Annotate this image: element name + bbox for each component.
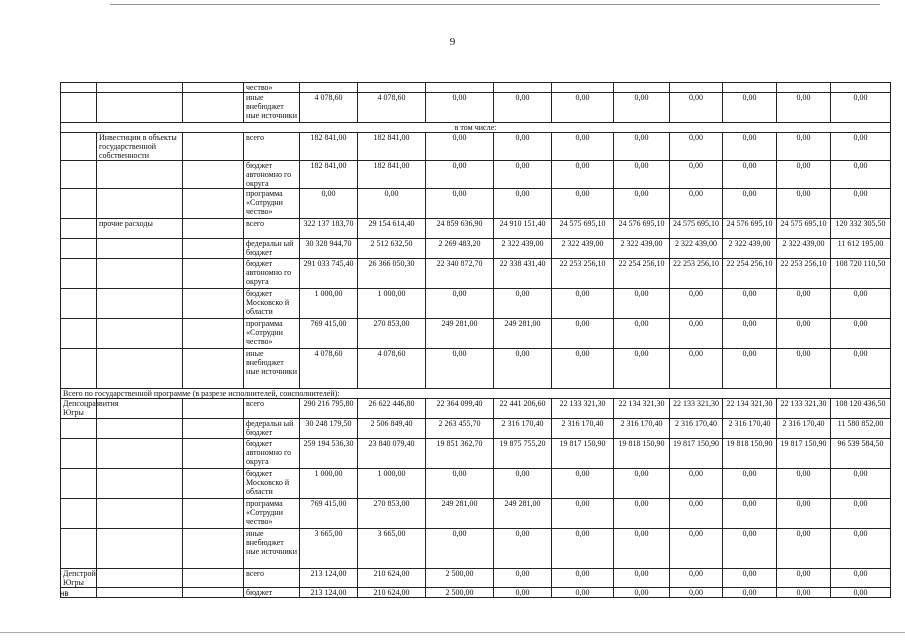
- label-cell: [61, 83, 97, 93]
- value-cell: 22 364 099,40: [426, 399, 494, 419]
- label-cell: [183, 588, 244, 598]
- value-cell: 0,00: [831, 349, 891, 389]
- value-cell: 22 340 872,70: [426, 259, 494, 289]
- value-cell: 2 500,00: [426, 588, 494, 598]
- value-cell: 0,00: [614, 349, 670, 389]
- value-cell: [670, 83, 723, 93]
- value-cell: 0,00: [614, 469, 670, 499]
- value-cell: 0,00: [552, 349, 614, 389]
- label-cell: [183, 93, 244, 123]
- budget-table-wrapper: [60, 82, 886, 598]
- value-cell: 22 254 256,10: [614, 259, 670, 289]
- value-cell: 0,00: [614, 529, 670, 569]
- label-cell: [61, 289, 97, 319]
- table-row: [61, 469, 891, 499]
- label-cell: бюджет: [244, 588, 300, 598]
- value-cell: 210 624,00: [358, 569, 426, 588]
- value-cell: [494, 83, 552, 93]
- label-cell: [61, 161, 97, 189]
- label-cell: [183, 133, 244, 161]
- value-cell: 0,00: [614, 161, 670, 189]
- value-cell: 182 841,00: [300, 133, 358, 161]
- table-row: [61, 83, 891, 93]
- value-cell: [831, 83, 891, 93]
- label-cell: [183, 439, 244, 469]
- value-cell: 22 253 256,10: [552, 259, 614, 289]
- value-cell: 0,00: [358, 189, 426, 219]
- table-row: [61, 439, 891, 469]
- label-cell: всего: [244, 219, 300, 239]
- value-cell: 4 078,60: [358, 93, 426, 123]
- value-cell: 0,00: [494, 529, 552, 569]
- label-cell: иные внебюджет ные источники: [244, 93, 300, 123]
- value-cell: 19 817 150,90: [670, 439, 723, 469]
- label-cell: [97, 189, 183, 219]
- table-row: [61, 499, 891, 529]
- label-cell: Депстрой Югры: [61, 569, 97, 588]
- value-cell: 22 254 256,10: [723, 259, 777, 289]
- value-cell: 0,00: [614, 93, 670, 123]
- value-cell: 0,00: [723, 588, 777, 598]
- value-cell: 22 253 256,10: [777, 259, 831, 289]
- label-cell: [183, 499, 244, 529]
- value-cell: 4 078,60: [300, 349, 358, 389]
- value-cell: 0,00: [777, 349, 831, 389]
- label-cell: программа «Сотрудни чество»: [244, 499, 300, 529]
- summary-caption: Всего по государственной программе (в разрезе исполнителей, соисполнителей):: [61, 389, 891, 399]
- value-cell: 0,00: [723, 569, 777, 588]
- table-row: [61, 289, 891, 319]
- label-cell: [183, 83, 244, 93]
- label-cell: [61, 259, 97, 289]
- value-cell: 0,00: [552, 469, 614, 499]
- label-cell: [97, 588, 183, 598]
- value-cell: 2 322 439,00: [670, 239, 723, 259]
- value-cell: 19 817 150,90: [777, 439, 831, 469]
- value-cell: 0,00: [670, 569, 723, 588]
- value-cell: [777, 83, 831, 93]
- value-cell: 0,00: [831, 133, 891, 161]
- label-cell: [61, 189, 97, 219]
- value-cell: 22 253 256,10: [670, 259, 723, 289]
- value-cell: 0,00: [723, 349, 777, 389]
- value-cell: 0,00: [614, 569, 670, 588]
- label-cell: [183, 319, 244, 349]
- value-cell: 769 415,00: [300, 499, 358, 529]
- value-cell: 0,00: [670, 133, 723, 161]
- value-cell: 30 248 179,50: [300, 419, 358, 439]
- table-row: [61, 219, 891, 239]
- value-cell: 3 665,00: [300, 529, 358, 569]
- value-cell: 0,00: [426, 189, 494, 219]
- value-cell: 0,00: [670, 469, 723, 499]
- label-cell: Депсоцразвития Югры: [61, 399, 97, 419]
- label-cell: [97, 349, 183, 389]
- value-cell: 19 851 362,70: [426, 439, 494, 469]
- value-cell: 22 338 431,40: [494, 259, 552, 289]
- value-cell: 1 000,00: [358, 469, 426, 499]
- value-cell: 3 665,00: [358, 529, 426, 569]
- value-cell: 96 539 584,50: [831, 439, 891, 469]
- value-cell: [358, 83, 426, 93]
- value-cell: 24 575 695,10: [552, 219, 614, 239]
- value-cell: 0,00: [494, 289, 552, 319]
- value-cell: 19 875 755,20: [494, 439, 552, 469]
- label-cell: [97, 499, 183, 529]
- value-cell: 11 580 852,00: [831, 419, 891, 439]
- value-cell: [552, 83, 614, 93]
- value-cell: 0,00: [494, 161, 552, 189]
- table-row: [61, 529, 891, 569]
- value-cell: 259 194 536,30: [300, 439, 358, 469]
- value-cell: 0,00: [426, 349, 494, 389]
- scan-edge-top: [110, 4, 880, 5]
- value-cell: 108 720 110,50: [831, 259, 891, 289]
- value-cell: 182 841,00: [358, 161, 426, 189]
- value-cell: 0,00: [777, 189, 831, 219]
- value-cell: [426, 83, 494, 93]
- value-cell: 0,00: [670, 289, 723, 319]
- label-cell: всего: [244, 133, 300, 161]
- value-cell: 0,00: [831, 588, 891, 598]
- value-cell: 0,00: [777, 569, 831, 588]
- label-cell: [97, 439, 183, 469]
- label-cell: [183, 469, 244, 499]
- label-cell: Инвестиции в объекты государственной собственности: [97, 133, 183, 161]
- value-cell: 291 033 745,40: [300, 259, 358, 289]
- value-cell: 1 000,00: [300, 289, 358, 319]
- value-cell: 0,00: [831, 319, 891, 349]
- value-cell: 249 281,00: [494, 499, 552, 529]
- value-cell: 0,00: [777, 588, 831, 598]
- value-cell: 0,00: [552, 93, 614, 123]
- value-cell: 322 137 183,70: [300, 219, 358, 239]
- label-cell: [61, 499, 97, 529]
- value-cell: 2 316 170,40: [494, 419, 552, 439]
- table-row: [61, 319, 891, 349]
- label-cell: чество»: [244, 83, 300, 93]
- value-cell: 0,00: [777, 289, 831, 319]
- value-cell: 30 328 944,70: [300, 239, 358, 259]
- value-cell: 2 316 170,40: [614, 419, 670, 439]
- scan-edge-bottom: [0, 632, 905, 633]
- value-cell: 0,00: [426, 93, 494, 123]
- label-cell: [97, 259, 183, 289]
- value-cell: 0,00: [614, 189, 670, 219]
- budget-table-body: [61, 83, 891, 598]
- value-cell: 213 124,00: [300, 588, 358, 598]
- value-cell: 2 316 170,40: [777, 419, 831, 439]
- value-cell: 0,00: [723, 289, 777, 319]
- label-cell: [183, 289, 244, 319]
- value-cell: 0,00: [723, 93, 777, 123]
- value-cell: 2 512 632,50: [358, 239, 426, 259]
- value-cell: 0,00: [670, 189, 723, 219]
- value-cell: 0,00: [494, 588, 552, 598]
- label-cell: [97, 419, 183, 439]
- label-cell: прочие расходы: [97, 219, 183, 239]
- label-cell: [97, 83, 183, 93]
- label-cell: бюджет Московско й области: [244, 469, 300, 499]
- value-cell: 0,00: [777, 133, 831, 161]
- value-cell: 0,00: [831, 161, 891, 189]
- table-row: [61, 349, 891, 389]
- value-cell: 0,00: [614, 319, 670, 349]
- value-cell: 0,00: [723, 133, 777, 161]
- label-cell: [61, 419, 97, 439]
- label-cell: федеральн ый бюджет: [244, 419, 300, 439]
- value-cell: 26 622 446,80: [358, 399, 426, 419]
- value-cell: 2 322 439,00: [777, 239, 831, 259]
- value-cell: 19 818 150,90: [723, 439, 777, 469]
- label-cell: [97, 93, 183, 123]
- table-row: [61, 419, 891, 439]
- label-cell: [97, 569, 183, 588]
- label-cell: [183, 569, 244, 588]
- value-cell: 108 120 436,50: [831, 399, 891, 419]
- value-cell: 0,00: [777, 499, 831, 529]
- value-cell: 19 817 150,90: [552, 439, 614, 469]
- label-cell: [61, 239, 97, 259]
- value-cell: 22 133 321,30: [777, 399, 831, 419]
- label-cell: [183, 259, 244, 289]
- value-cell: 249 281,00: [426, 319, 494, 349]
- table-row: [61, 93, 891, 123]
- value-cell: 249 281,00: [494, 319, 552, 349]
- value-cell: 2 316 170,40: [552, 419, 614, 439]
- value-cell: 0,00: [552, 529, 614, 569]
- value-cell: 11 612 195,00: [831, 239, 891, 259]
- label-cell: всего: [244, 569, 300, 588]
- value-cell: 120 332 305,50: [831, 219, 891, 239]
- value-cell: 0,00: [426, 469, 494, 499]
- value-cell: 0,00: [494, 469, 552, 499]
- value-cell: 2 263 455,70: [426, 419, 494, 439]
- value-cell: 0,00: [552, 189, 614, 219]
- value-cell: 0,00: [831, 289, 891, 319]
- value-cell: 0,00: [670, 93, 723, 123]
- value-cell: 1 000,00: [358, 289, 426, 319]
- value-cell: 2 269 483,20: [426, 239, 494, 259]
- table-row: [61, 123, 891, 133]
- value-cell: 0,00: [723, 189, 777, 219]
- value-cell: 0,00: [494, 569, 552, 588]
- value-cell: 290 216 795,80: [300, 399, 358, 419]
- value-cell: 769 415,00: [300, 319, 358, 349]
- value-cell: 270 853,00: [358, 319, 426, 349]
- table-row: [61, 569, 891, 588]
- label-cell: [61, 219, 97, 239]
- value-cell: 0,00: [552, 133, 614, 161]
- value-cell: 0,00: [723, 161, 777, 189]
- table-row: [61, 588, 891, 598]
- footer-mark: нв: [60, 589, 69, 598]
- value-cell: 0,00: [494, 93, 552, 123]
- value-cell: 0,00: [670, 349, 723, 389]
- label-cell: [183, 161, 244, 189]
- label-cell: иные внебюджет ные источники: [244, 349, 300, 389]
- value-cell: 0,00: [670, 319, 723, 349]
- value-cell: 0,00: [494, 349, 552, 389]
- value-cell: 249 281,00: [426, 499, 494, 529]
- value-cell: 213 124,00: [300, 569, 358, 588]
- value-cell: 0,00: [777, 529, 831, 569]
- label-cell: [97, 289, 183, 319]
- value-cell: 22 133 321,30: [670, 399, 723, 419]
- value-cell: [300, 83, 358, 93]
- value-cell: 0,00: [670, 161, 723, 189]
- value-cell: 2 322 439,00: [552, 239, 614, 259]
- value-cell: 0,00: [831, 499, 891, 529]
- value-cell: 0,00: [777, 93, 831, 123]
- value-cell: 26 366 050,30: [358, 259, 426, 289]
- label-cell: [183, 529, 244, 569]
- value-cell: [723, 83, 777, 93]
- value-cell: 2 322 439,00: [614, 239, 670, 259]
- label-cell: федеральн ый бюджет: [244, 239, 300, 259]
- value-cell: 0,00: [831, 529, 891, 569]
- value-cell: 24 575 695,10: [777, 219, 831, 239]
- table-row: [61, 399, 891, 419]
- value-cell: 0,00: [777, 161, 831, 189]
- value-cell: 19 818 150,90: [614, 439, 670, 469]
- value-cell: 0,00: [426, 289, 494, 319]
- label-cell: [61, 439, 97, 469]
- value-cell: 0,00: [494, 189, 552, 219]
- label-cell: [97, 469, 183, 499]
- table-row: [61, 161, 891, 189]
- value-cell: 0,00: [614, 588, 670, 598]
- label-cell: [61, 133, 97, 161]
- label-cell: бюджет автономно го округа: [244, 439, 300, 469]
- label-cell: [61, 349, 97, 389]
- label-cell: [61, 319, 97, 349]
- value-cell: 0,00: [614, 499, 670, 529]
- value-cell: 182 841,00: [300, 161, 358, 189]
- label-cell: [61, 93, 97, 123]
- label-cell: [183, 239, 244, 259]
- label-cell: [97, 319, 183, 349]
- value-cell: 2 316 170,40: [723, 419, 777, 439]
- value-cell: 182 841,00: [358, 133, 426, 161]
- value-cell: 0,00: [552, 499, 614, 529]
- value-cell: 24 859 636,90: [426, 219, 494, 239]
- label-cell: бюджет автономно го округа: [244, 259, 300, 289]
- label-cell: бюджет Московско й области: [244, 289, 300, 319]
- label-cell: [183, 349, 244, 389]
- value-cell: 1 000,00: [300, 469, 358, 499]
- value-cell: 0,00: [552, 569, 614, 588]
- label-cell: [97, 239, 183, 259]
- value-cell: 2 322 439,00: [723, 239, 777, 259]
- value-cell: 29 154 614,40: [358, 219, 426, 239]
- label-cell: [183, 189, 244, 219]
- value-cell: 24 576 695,10: [614, 219, 670, 239]
- value-cell: 22 133 321,30: [552, 399, 614, 419]
- label-cell: [183, 399, 244, 419]
- value-cell: 0,00: [426, 133, 494, 161]
- table-row: [61, 133, 891, 161]
- value-cell: 0,00: [670, 588, 723, 598]
- label-cell: [183, 219, 244, 239]
- value-cell: 210 624,00: [358, 588, 426, 598]
- value-cell: 0,00: [670, 529, 723, 569]
- value-cell: 0,00: [723, 529, 777, 569]
- value-cell: 22 441 206,60: [494, 399, 552, 419]
- section-caption: в том числе:: [61, 123, 891, 133]
- label-cell: [183, 419, 244, 439]
- table-row: [61, 259, 891, 289]
- value-cell: 0,00: [426, 529, 494, 569]
- table-row: [61, 239, 891, 259]
- value-cell: 2 500,00: [426, 569, 494, 588]
- value-cell: 0,00: [426, 161, 494, 189]
- value-cell: 0,00: [723, 469, 777, 499]
- value-cell: 0,00: [552, 289, 614, 319]
- value-cell: 270 853,00: [358, 499, 426, 529]
- value-cell: 4 078,60: [300, 93, 358, 123]
- label-cell: иные внебюджет ные источники: [244, 529, 300, 569]
- label-cell: всего: [244, 399, 300, 419]
- value-cell: 0,00: [552, 588, 614, 598]
- value-cell: 0,00: [552, 319, 614, 349]
- value-cell: 0,00: [777, 469, 831, 499]
- value-cell: 0,00: [831, 569, 891, 588]
- label-cell: [61, 469, 97, 499]
- value-cell: 0,00: [614, 289, 670, 319]
- label-cell: [97, 529, 183, 569]
- value-cell: 24 910 151,40: [494, 219, 552, 239]
- value-cell: 2 506 849,40: [358, 419, 426, 439]
- value-cell: 0,00: [723, 499, 777, 529]
- value-cell: 0,00: [300, 189, 358, 219]
- value-cell: 2 316 170,40: [670, 419, 723, 439]
- value-cell: 0,00: [723, 319, 777, 349]
- value-cell: 24 575 695,10: [670, 219, 723, 239]
- label-cell: [61, 529, 97, 569]
- value-cell: 0,00: [494, 133, 552, 161]
- label-cell: программа «Сотрудни чество»: [244, 319, 300, 349]
- value-cell: 4 078,60: [358, 349, 426, 389]
- table-row: [61, 189, 891, 219]
- value-cell: 22 134 321,30: [614, 399, 670, 419]
- value-cell: 0,00: [777, 319, 831, 349]
- value-cell: [614, 83, 670, 93]
- value-cell: 0,00: [552, 161, 614, 189]
- label-cell: программа «Сотрудни чество»: [244, 189, 300, 219]
- value-cell: 0,00: [614, 133, 670, 161]
- value-cell: 0,00: [831, 93, 891, 123]
- value-cell: 23 840 079,40: [358, 439, 426, 469]
- label-cell: [97, 161, 183, 189]
- value-cell: 24 576 695,10: [723, 219, 777, 239]
- value-cell: 0,00: [670, 499, 723, 529]
- value-cell: 0,00: [831, 469, 891, 499]
- value-cell: 22 134 321,30: [723, 399, 777, 419]
- budget-table: [60, 82, 891, 598]
- page-number: 9: [449, 36, 456, 48]
- value-cell: 2 322 439,00: [494, 239, 552, 259]
- label-cell: бюджет автономно го округа: [244, 161, 300, 189]
- table-row: [61, 389, 891, 399]
- value-cell: 0,00: [831, 189, 891, 219]
